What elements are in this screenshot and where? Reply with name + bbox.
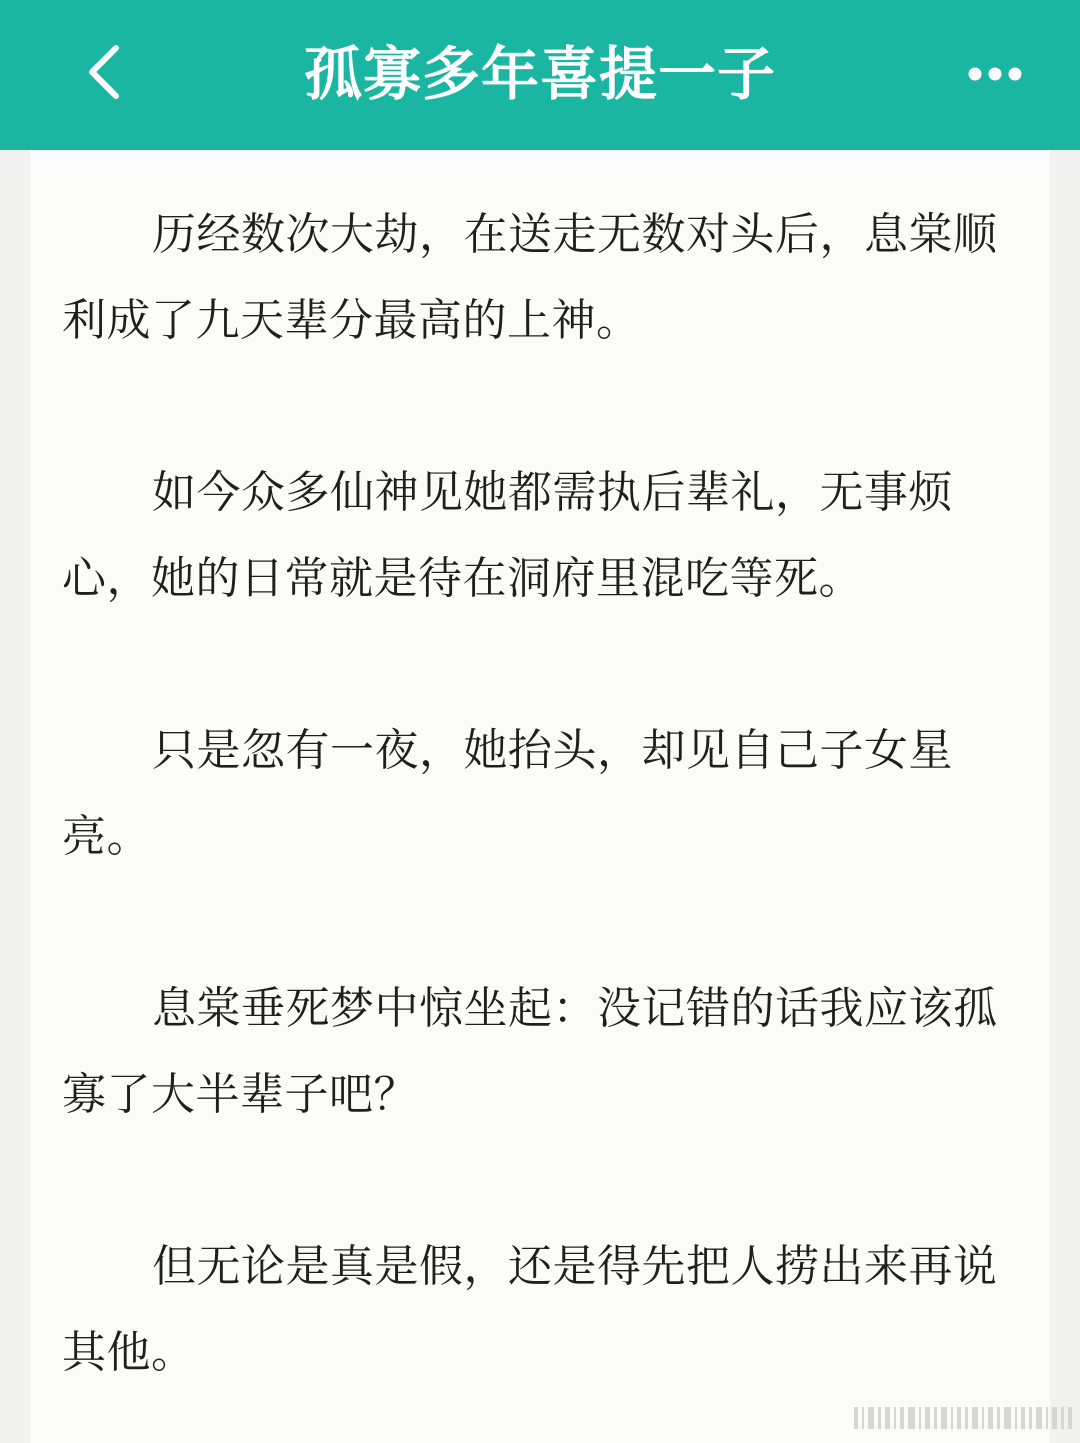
page-margin-left [0, 150, 30, 1443]
page-title: 孤寡多年喜提一子 [303, 40, 776, 108]
paragraph-3: 只是忽有一夜，她抬头，却见自己子女星亮。 [62, 725, 953, 862]
more-button[interactable] [966, 54, 1024, 94]
paragraph-5: 但无论是真是假，还是得先把人捞出来再说其他。 [62, 1241, 998, 1378]
article-content[interactable] [30, 150, 1050, 1443]
paragraph-4: 息棠垂死梦中惊坐起：没记错的话我应该孤寡了大半辈子吧？ [62, 983, 998, 1120]
back-button[interactable] [72, 36, 142, 108]
watermark-barcode-icon [854, 1401, 1074, 1435]
paragraph-1: 历经数次大劫，在送走无数对头后，息棠顺利成了九天辈分最高的上神。 [62, 209, 998, 346]
chevron-left-icon [72, 36, 142, 108]
top-app-bar [0, 0, 1080, 150]
page-margin-right [1050, 150, 1080, 1443]
paragraph-2: 如今众多仙神见她都需执后辈礼，无事烦心，她的日常就是待在洞府里混吃等死。 [62, 467, 953, 604]
more-horizontal-icon [966, 54, 1024, 94]
